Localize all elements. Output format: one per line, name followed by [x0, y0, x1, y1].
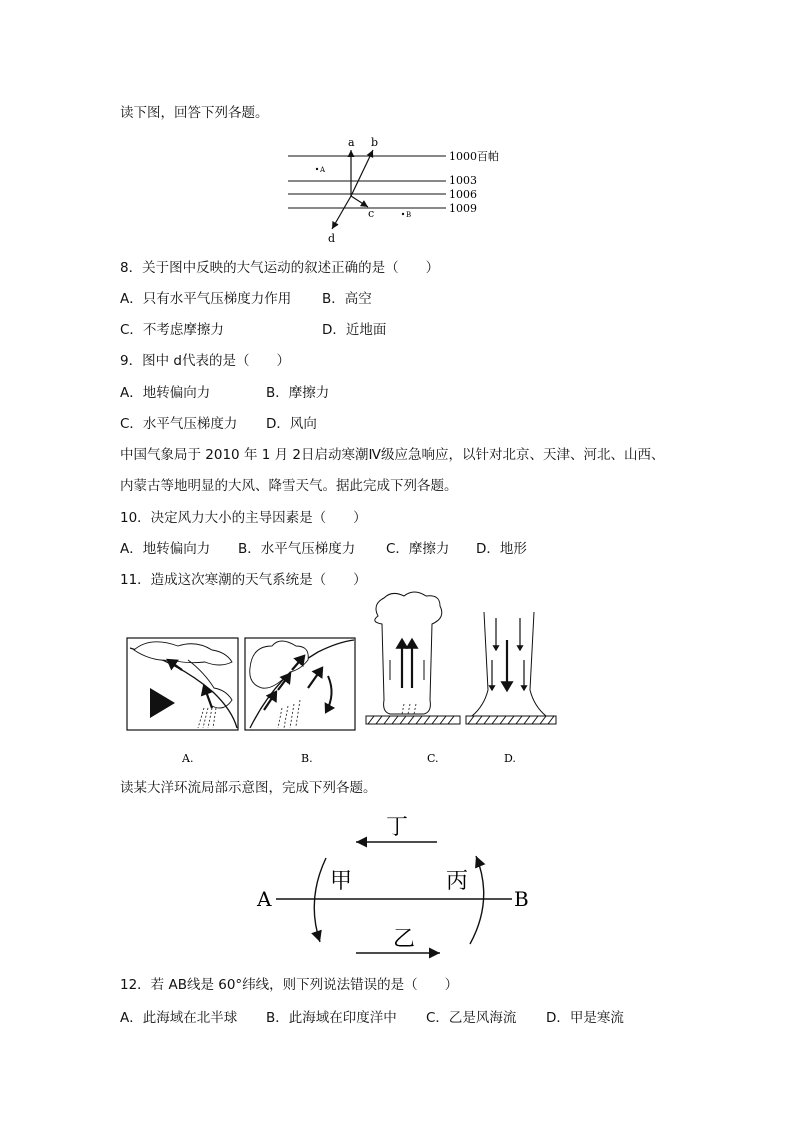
q10-option-a: A．地转偏向力 — [120, 541, 211, 557]
question-9-stem: 9．图中 d代表的是（ ） — [120, 353, 290, 369]
q9-option-b: B．摩擦力 — [266, 385, 330, 401]
question-11-stem: 11．造成这次寒潮的天气系统是（ ） — [120, 572, 367, 588]
intro-text-2-line-2: 内蒙古等地明显的大风、降雪天气。据此完成下列各题。 — [120, 478, 458, 494]
intro-text-3: 读某大洋环流局部示意图，完成下列各题。 — [120, 780, 377, 796]
isobar-label-1006: 1006 — [449, 188, 477, 201]
q12-option-d: D．甲是寒流 — [546, 1010, 624, 1026]
q8-option-d: D．近地面 — [322, 322, 387, 338]
q8-option-b: B．高空 — [322, 291, 372, 307]
q12-option-b: B．此海域在印度洋中 — [266, 1010, 397, 1026]
point-label-b: B — [406, 211, 412, 219]
q8-option-c: C．不考虑摩擦力 — [120, 322, 224, 338]
q12-option-a: A．此海域在北半球 — [120, 1010, 238, 1026]
vector-label-a: a — [348, 136, 355, 149]
question-10-stem: 10．决定风力大小的主导因素是（ ） — [120, 510, 367, 526]
label-jia: 甲 — [330, 869, 353, 894]
question-8-stem: 8．关于图中反映的大气运动的叙述正确的是（ ） — [120, 260, 440, 276]
label-b: B — [514, 887, 529, 911]
intro-text-1: 读下图，回答下列各题。 — [120, 105, 269, 121]
q10-option-c: C．摩擦力 — [386, 541, 450, 557]
isobar-label-1003: 1003 — [449, 174, 477, 187]
vector-label-c: c — [368, 207, 375, 220]
current-jia-arrow — [314, 858, 326, 942]
q8-option-a: A．只有水平气压梯度力作用 — [120, 291, 292, 307]
intro-text-2-line-1: 中国气象局于 2010 年 1 月 2日启动寒潮Ⅳ级应急响应，以针对北京、天津、河北、山西、 — [120, 447, 665, 463]
current-bing-arrow — [470, 856, 484, 944]
vector-label-b: b — [371, 136, 379, 149]
q9-option-a: A．地转偏向力 — [120, 385, 211, 401]
weather-label-b: B. — [301, 752, 313, 765]
isobar-label-1009: 1009 — [449, 202, 477, 215]
q9-option-d: D．风向 — [266, 416, 317, 432]
vector-label-d: d — [328, 232, 336, 245]
label-bing: 丙 — [446, 869, 469, 894]
point-label-a: A — [320, 166, 326, 174]
q12-option-c: C．乙是风海流 — [426, 1010, 517, 1026]
label-ding: 丁 — [386, 815, 409, 840]
weather-label-c: C. — [427, 752, 439, 765]
q10-option-d: D．地形 — [476, 541, 527, 557]
question-12-stem: 12．若 AB线是 60°纬线，则下列说法错误的是（ ） — [120, 977, 459, 993]
isobar-label-1000: 1000百帕 — [449, 150, 499, 163]
q10-option-b: B．水平气压梯度力 — [238, 541, 356, 557]
q9-option-c: C．水平气压梯度力 — [120, 416, 238, 432]
label-yi: 乙 — [393, 927, 416, 952]
weather-label-d: D. — [504, 752, 516, 765]
weather-label-a: A. — [182, 752, 194, 765]
label-a: A — [257, 887, 272, 911]
